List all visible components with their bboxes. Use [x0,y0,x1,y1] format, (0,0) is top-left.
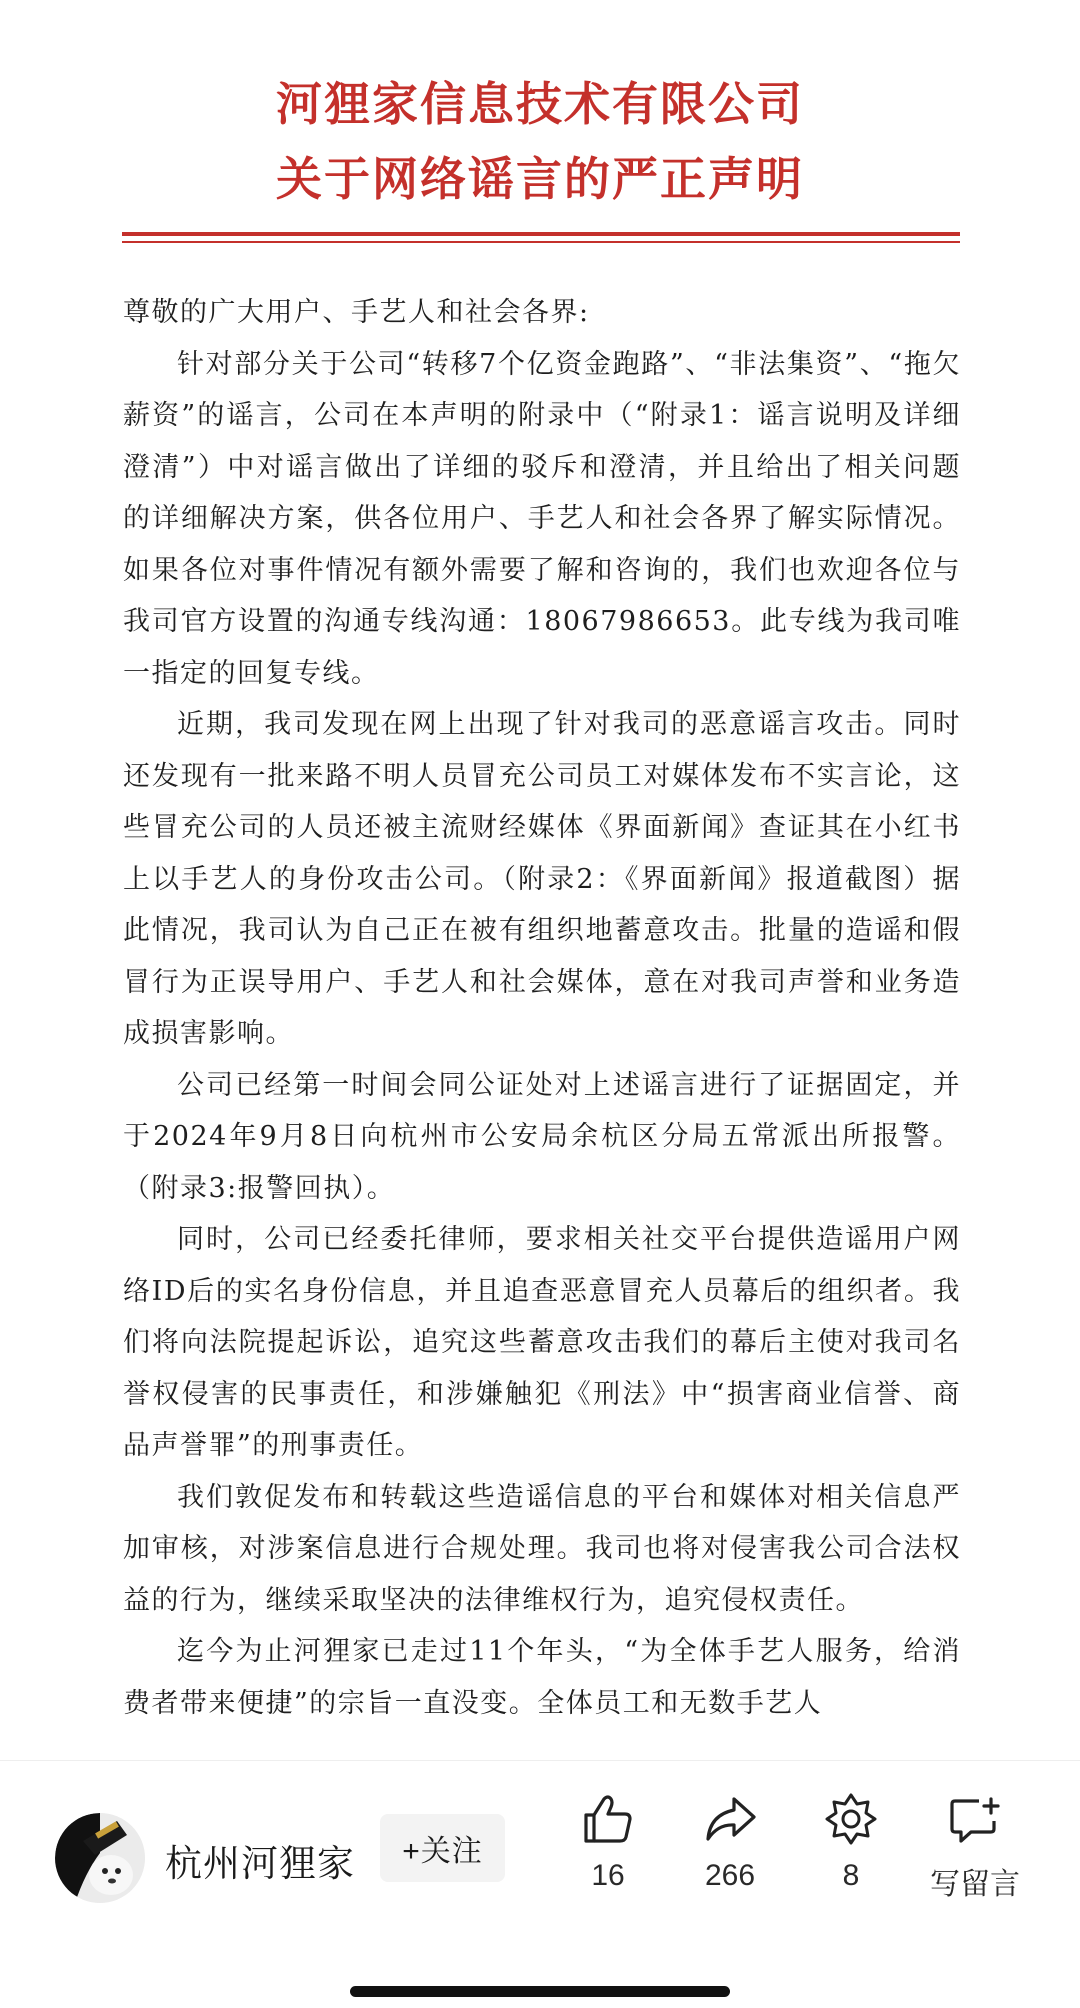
bottom-action-bar [0,1760,1080,2008]
favorite-icon [823,1791,879,1847]
beaver-avatar-icon [55,1813,145,1903]
document-title-line1: 河狸家信息技术有限公司 [276,77,804,131]
title-divider-thin [122,241,960,243]
like-count: 16 [591,1859,625,1892]
paragraph: 同时，公司已经委托律师，要求相关社交平台提供造谣用户网络ID后的实名身份信息，并且追查恶意冒充人员幕后的组织者。我们将向法院提起诉讼，追究这些蓄意攻击我们的幕后主使对我司名誉权侵害的民事责任，和涉嫌触犯《刑法》中“损害商业信誉、商品声誉罪”的刑事责任。 [123,1224,961,1461]
paragraph: 近期，我司发现在网上出现了针对我司的恶意谣言攻击。同时还发现有一批来路不明人员冒充公司员工对媒体发布不实言论，这些冒充公司的人员还被主流财经媒体《界面新闻》查证其在小红书上以手艺人的身份攻击公司。（附录2：《界面新闻》报道截图）据此情况，我司认为自己正在被有组织地蓄意攻击。批量的造谣和假冒行为正误导用户、手艺人和社会媒体，意在对我司声誉和业务造成损害影响。 [123,709,961,1049]
write-comment-button[interactable] [910,1791,1040,1903]
document-title-line2: 关于网络谣言的严正声明 [276,152,804,206]
paragraph: 迄今为止河狸家已走过11个年头，“为全体手艺人服务，给消费者带来便捷”的宗旨一直没变。全体员工和无数手艺人 [123,1636,961,1719]
author-name[interactable]: 杭州河狸家 [165,1843,355,1884]
paragraph: 公司已经第一时间会同公证处对上述谣言进行了证据固定，并于2024年9月8日向杭州市公安局余杭区分局五常派出所报警。（附录3:报警回执）。 [123,1069,961,1204]
like-button[interactable] [543,1791,673,1893]
title-divider-thick [122,232,960,236]
document-body [123,287,961,1729]
share-button[interactable] [665,1791,795,1893]
paragraph: 针对部分关于公司“转移7个亿资金跑路”、“非法集资”、“拖欠薪资”的谣言，公司在本声明的附录中（“附录1：谣言说明及详细澄清”）中对谣言做出了详细的驳斥和澄清，并且给出了相关问题的详细解决方案，供各位用户、手艺人和社会各界了解实际情况。如果各位对事件情况有额外需要了解和咨询的，我们也欢迎各位与我司官方设置的沟通专线沟通：18067986653。此专线为我司唯一指定的回复专线。 [123,348,961,689]
thumbs-up-icon [580,1791,636,1847]
avatar[interactable] [55,1813,145,1903]
comment-icon [947,1791,1003,1847]
share-count: 266 [704,1859,756,1892]
home-indicator[interactable] [350,1986,730,1997]
share-icon [702,1791,758,1847]
favorite-button[interactable] [786,1791,916,1893]
write-comment-label: 写留言 [930,1868,1020,1901]
paragraph: 我们敦促发布和转载这些造谣信息的平台和媒体对相关信息严加审核，对涉案信息进行合规处理。我司也将对侵害我公司合法权益的行为，继续采取坚决的法律维权行为，追究侵权责任。 [123,1481,961,1616]
salutation: 尊敬的广大用户、手艺人和社会各界: [123,297,590,328]
favorite-count: 8 [842,1859,860,1892]
follow-button[interactable]: +关注 [380,1814,505,1882]
